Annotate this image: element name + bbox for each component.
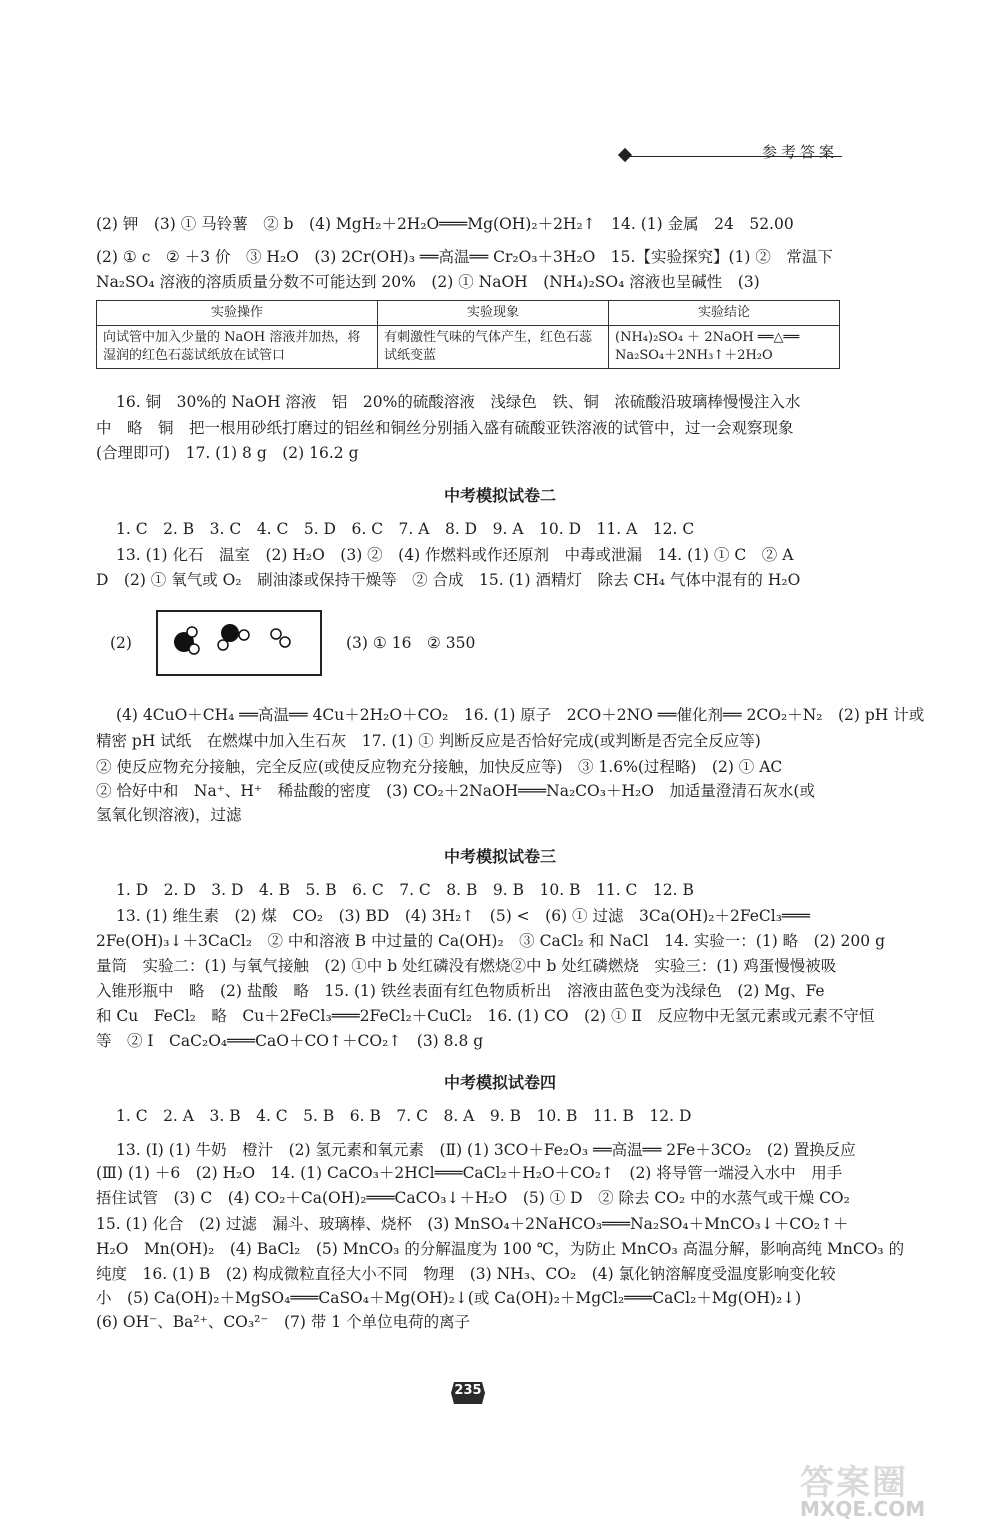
answer-line: (6) OH⁻、Ba²⁺、CO₃²⁻ (7) 带 1 个单位电荷的离子	[96, 1313, 471, 1331]
answer-line: 13. (1) 维生素 (2) 煤 CO₂ (3) BD (4) 3H₂↑ (5) < (6) ① 过滤 3Ca(OH)₂＋2FeCl₃═══	[116, 907, 810, 925]
molecule-atom	[187, 627, 197, 637]
answer-line: (Ⅲ) (1) ＋6 (2) H₂O 14. (1) CaCO₃＋2HCl═══CaCl₂＋H₂O＋CO₂↑ (2) 将导管一端浸入水中 用手	[96, 1164, 843, 1182]
answer-line: 等 ② Ⅰ CaC₂O₄═══CaO＋CO↑＋CO₂↑ (3) 8.8 g	[96, 1032, 484, 1050]
molecule-diagram	[156, 610, 322, 676]
answer-line: (合理即可) 17. (1) 8 g (2) 16.2 g	[96, 444, 359, 462]
answer-line: ② 恰好中和 Na⁺、H⁺ 稀盐酸的密度 (3) CO₂＋2NaOH═══Na₂CO₃＋H₂O 加适量澄清石灰水(或	[96, 782, 815, 800]
table-cell: (NH₄)₂SO₄ ＋ 2NaOH ══△══ Na₂SO₄＋2NH₃↑＋2H₂O	[609, 326, 840, 369]
table-header: 实验现象	[378, 301, 609, 326]
answer-line: 13. (1) 化石 温室 (2) H₂O (3) ② (4) 作燃料或作还原剂 中毒或泄漏 14. (1) ① C ② A	[116, 546, 794, 564]
answer-line: 16. 铜 30%的 NaOH 溶液 铝 20%的硫酸溶液 浅绿色 铁、铜 浓硫酸沿玻璃棒慢慢注入水	[116, 393, 801, 411]
question-label: (2)	[110, 634, 132, 652]
answer-line: 纯度 16. (1) B (2) 构成微粒直径大小不同 物理 (3) NH₃、CO₂ (4) 氯化钠溶解度受温度影响变化较	[96, 1265, 836, 1283]
molecule-atom	[218, 640, 228, 650]
answer-line: 捂住试管 (3) C (4) CO₂＋Ca(OH)₂═══CaCO₃↓＋H₂O (5) ① D ② 除去 CO₂ 中的水蒸气或干燥 CO₂	[96, 1189, 850, 1207]
answer-line: D (2) ① 氧气或 O₂ 刷油漆或保持干燥等 ② 合成 15. (1) 酒精灯 除去 CH₄ 气体中混有的 H₂O	[96, 571, 801, 589]
section-title: 中考模拟试卷二	[443, 486, 556, 505]
experiment-table	[96, 300, 840, 369]
page-number: 235	[454, 1383, 482, 1398]
answer-line: ② 使反应物充分接触，完全反应(或使反应物充分接触，加快反应等) ③ 1.6%(过程略) (2) ① AC	[96, 758, 783, 776]
answer-line: 15. (1) 化合 (2) 过滤 漏斗、玻璃棒、烧杯 (3) MnSO₄＋2NaHCO₃═══Na₂SO₄＋MnCO₃↓＋CO₂↑＋	[96, 1215, 849, 1233]
answer-line: 精密 pH 试纸 在燃煤中加入生石灰 17. (1) ① 判断反应是否恰好完成(或判断是否完全反应等)	[96, 732, 761, 750]
answer-line: (3) ① 16 ② 350	[346, 634, 476, 652]
header-title: 参考答案	[762, 143, 839, 161]
answer-line: Na₂SO₄ 溶液的溶质质量分数不可能达到 20% (2) ① NaOH (NH₄)₂SO₄ 溶液也呈碱性 (3)	[96, 273, 760, 291]
watermark-logo: 答案圈	[800, 1463, 908, 1503]
answer-line: 氢氧化钡溶液)，过滤	[96, 806, 242, 824]
page-number-badge	[450, 1380, 486, 1406]
answer-line: 中 略 铜 把一根用砂纸打磨过的铝丝和铜丝分别插入盛有硫酸亚铁溶液的试管中，过一会观察现象	[96, 419, 794, 437]
molecule-atom	[239, 630, 249, 640]
answer-line: 和 Cu FeCl₂ 略 Cu＋2FeCl₃═══2FeCl₂＋CuCl₂ 16. (1) CO (2) ① Ⅱ 反应物中无氢元素或元素不守恒	[96, 1007, 875, 1025]
molecule-atom	[271, 629, 281, 639]
watermark-url: MXQE.COM	[800, 1497, 926, 1521]
answer-line: 量筒 实验二：(1) 与氧气接触 (2) ①中 b 处红磷没有燃烧②中 b 处红磷燃烧 实验三：(1) 鸡蛋慢慢被吸	[96, 957, 837, 975]
watermark	[800, 1455, 996, 1521]
header-diamond-icon	[618, 148, 632, 162]
molecule-atom	[280, 637, 290, 647]
answer-line: 13. (Ⅰ) (1) 牛奶 橙汁 (2) 氢元素和氧元素 (Ⅱ) (1) 3CO＋Fe₂O₃ ══高温══ 2Fe＋3CO₂ (2) 置换反应	[116, 1141, 856, 1159]
section-title: 中考模拟试卷三	[443, 847, 556, 866]
table-header: 实验结论	[609, 301, 840, 326]
answer-line: 小 (5) Ca(OH)₂＋MgSO₄═══CaSO₄＋Mg(OH)₂↓(或 Ca(OH)₂＋MgCl₂═══CaCl₂＋Mg(OH)₂↓)	[96, 1289, 802, 1307]
answer-line: (2) 钾 (3) ① 马铃薯 ② b (4) MgH₂＋2H₂O═══Mg(OH)₂＋2H₂↑ 14. (1) 金属 24 52.00	[96, 215, 794, 233]
table-header: 实验操作	[97, 301, 378, 326]
section-title: 中考模拟试卷四	[443, 1073, 556, 1092]
answer-line: H₂O Mn(OH)₂ (4) BaCl₂ (5) MnCO₃ 的分解温度为 100 ℃，为防止 MnCO₃ 高温分解，影响高纯 MnCO₃ 的	[96, 1240, 905, 1258]
answer-line: 入锥形瓶中 略 (2) 盐酸 略 15. (1) 铁丝表面有红色物质析出 溶液由蓝色变为浅绿色 (2) Mg、Fe	[96, 982, 825, 1000]
table-cell: 向试管中加入少量的 NaOH 溶液并加热，将湿润的红色石蕊试纸放在试管口	[97, 326, 378, 369]
answer-line: 1. D 2. D 3. D 4. B 5. B 6. C 7. C 8. B 9. B 10. B 11. C 12. B	[116, 881, 694, 899]
answer-line: (2) ① c ② ＋3 价 ③ H₂O (3) 2Cr(OH)₃ ══高温══ Cr₂O₃＋3H₂O 15.【实验探究】(1) ② 常温下	[96, 248, 833, 266]
molecule-atom	[189, 644, 199, 654]
answer-line: (4) 4CuO＋CH₄ ══高温══ 4Cu＋2H₂O＋CO₂ 16. (1) 原子 2CO＋2NO ══催化剂══ 2CO₂＋N₂ (2) pH 计或	[116, 706, 925, 724]
answer-line: 2Fe(OH)₃↓＋3CaCl₂ ② 中和溶液 B 中过量的 Ca(OH)₂ ③ CaCl₂ 和 NaCl 14. 实验一：(1) 略 (2) 200 g	[96, 932, 885, 950]
answer-line: 1. C 2. B 3. C 4. C 5. D 6. C 7. A 8. D 9. A 10. D 11. A 12. C	[116, 520, 695, 538]
table-cell: 有刺激性气味的气体产生，红色石蕊试纸变蓝	[378, 326, 609, 369]
answer-line: 1. C 2. A 3. B 4. C 5. B 6. B 7. C 8. A 9. B 10. B 11. B 12. D	[116, 1107, 692, 1125]
